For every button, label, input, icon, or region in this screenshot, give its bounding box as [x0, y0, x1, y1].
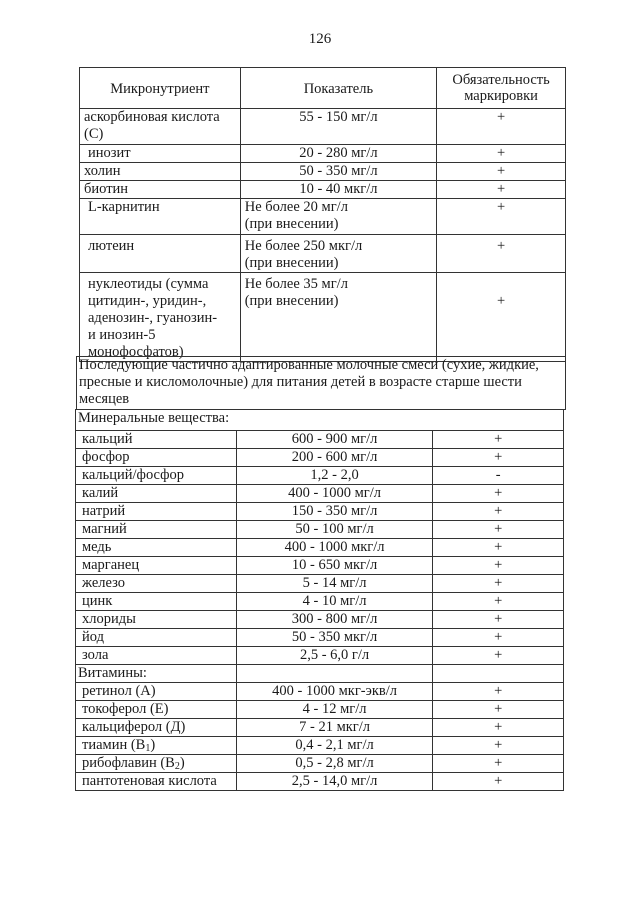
indicator-value: 5 - 14 мг/л	[236, 575, 433, 593]
micronutrient-name: холин	[80, 163, 241, 181]
section-heading-table	[76, 356, 566, 410]
micronutrient-name: железо	[76, 575, 237, 593]
table-row	[76, 521, 564, 539]
name-text: рибофлавин (В	[82, 755, 175, 771]
indicator-value: 300 - 800 мг/л	[236, 611, 433, 629]
table-row	[76, 773, 564, 791]
table-row	[76, 737, 564, 755]
name-subscript: 1	[145, 743, 151, 754]
labeling-mark: +	[433, 755, 564, 773]
indicator-value: 400 - 1000 мг/л	[236, 485, 433, 503]
table-row	[80, 163, 566, 181]
indicator-value: 200 - 600 мг/л	[236, 449, 433, 467]
indicator-value: 10 - 40 мкг/л	[240, 181, 436, 199]
micronutrient-name: зола	[76, 647, 237, 665]
table-row	[76, 575, 564, 593]
labeling-mark: +	[433, 719, 564, 737]
name-line: аденозин-, гуанозин-	[88, 310, 218, 326]
table-header-row	[80, 68, 566, 109]
labeling-mark: +	[433, 449, 564, 467]
name-line: монофосфатов)	[88, 344, 184, 360]
table-row	[80, 273, 566, 362]
labeling-mark: +	[437, 199, 566, 235]
micronutrient-name: лютеин	[80, 235, 241, 273]
labeling-mark: +	[437, 273, 566, 362]
indicator-value: 10 - 650 мкг/л	[236, 557, 433, 575]
table-row	[76, 539, 564, 557]
labeling-mark: +	[433, 485, 564, 503]
labeling-mark: +	[437, 181, 566, 199]
labeling-mark: +	[433, 575, 564, 593]
indicator-value-line1: Не более 250 мкг/л	[244, 238, 363, 254]
indicator-value: 50 - 350 мкг/л	[236, 629, 433, 647]
indicator-value: 150 - 350 мг/л	[236, 503, 433, 521]
table-row	[76, 683, 564, 701]
labeling-mark: +	[437, 163, 566, 181]
empty-cell	[236, 665, 433, 683]
micronutrient-name: пантотеновая кислота	[76, 773, 237, 791]
vitamins-rows	[76, 683, 564, 791]
indicator-value: 2,5 - 6,0 г/л	[236, 647, 433, 665]
indicator-value: 4 - 10 мг/л	[236, 593, 433, 611]
header-indicator: Показатель	[240, 68, 436, 109]
table-row	[76, 557, 564, 575]
indicator-value-line2: (при внесении)	[244, 293, 339, 309]
micronutrient-name: медь	[76, 539, 237, 557]
indicator-value: 4 - 12 мг/л	[236, 701, 433, 719]
section-heading-row	[77, 357, 566, 410]
micronutrient-name	[76, 737, 237, 755]
micronutrient-name: кальций/фосфор	[76, 467, 237, 485]
labeling-mark: +	[433, 647, 564, 665]
table-row	[80, 199, 566, 235]
labeling-mark: +	[433, 431, 564, 449]
labeling-mark: +	[433, 629, 564, 647]
vitamins-heading-row	[76, 665, 564, 683]
labeling-mark: +	[433, 557, 564, 575]
micronutrient-name: ретинол (А)	[76, 683, 237, 701]
indicator-value: 1,2 - 2,0	[236, 467, 433, 485]
indicator-value-line1: Не более 35 мг/л	[244, 276, 348, 292]
page-number: 126	[308, 31, 332, 47]
minerals-heading: Минеральные вещества:	[76, 410, 564, 431]
indicator-value: 50 - 100 мг/л	[236, 521, 433, 539]
indicator-value	[240, 273, 436, 362]
labeling-mark: +	[433, 737, 564, 755]
micronutrient-name: цинк	[76, 593, 237, 611]
name-line: и инозин-5	[88, 327, 156, 343]
table-row	[76, 593, 564, 611]
labeling-mark: +	[433, 503, 564, 521]
minerals-heading-row	[76, 410, 564, 431]
micronutrient-name: натрий	[76, 503, 237, 521]
indicator-value-line2: (при внесении)	[244, 255, 339, 271]
table-row	[76, 701, 564, 719]
indicator-value-line2: (при внесении)	[244, 216, 339, 232]
table-row	[76, 449, 564, 467]
name-line: цитидин-, уридин-,	[88, 293, 207, 309]
vitamins-heading: Витамины:	[76, 665, 237, 683]
table-row	[80, 109, 566, 145]
labeling-mark: +	[437, 109, 566, 145]
labeling-mark: +	[433, 539, 564, 557]
table-row	[80, 235, 566, 273]
name-text-end: )	[150, 737, 156, 753]
indicator-value: 600 - 900 мг/л	[236, 431, 433, 449]
micronutrient-name: L-карнитин	[80, 199, 241, 235]
micronutrient-name: аскорбиновая кислота (С)	[80, 109, 241, 145]
indicator-value: 50 - 350 мг/л	[240, 163, 436, 181]
table-row	[76, 755, 564, 773]
labeling-mark: +	[433, 521, 564, 539]
micronutrient-name: кальций	[76, 431, 237, 449]
indicator-value	[240, 235, 436, 273]
table-row	[76, 503, 564, 521]
empty-cell	[433, 665, 564, 683]
table-row	[76, 611, 564, 629]
labeling-mark: +	[433, 773, 564, 791]
micronutrient-name: калий	[76, 485, 237, 503]
table-row	[80, 145, 566, 163]
labeling-mark: +	[437, 235, 566, 273]
name-line: нуклеотиды (сумма	[88, 276, 209, 292]
micronutrient-name: йод	[76, 629, 237, 647]
labeling-mark: +	[433, 701, 564, 719]
indicator-value: 7 - 21 мкг/л	[236, 719, 433, 737]
table-row	[80, 181, 566, 199]
table-row	[76, 647, 564, 665]
section-heading: Последующие частично адаптированные молочные смеси (сухие, жидкие, пресные и кисломолочные) для питания детей в возрасте старше шести месяцев	[77, 357, 566, 410]
name-subscript: 2	[174, 761, 180, 772]
table-row	[76, 629, 564, 647]
indicator-value: 20 - 280 мг/л	[240, 145, 436, 163]
table-row	[76, 719, 564, 737]
name-text: тиамин (В	[82, 737, 146, 753]
table-row	[76, 467, 564, 485]
table-row	[76, 431, 564, 449]
indicator-value-line1: Не более 20 мг/л	[244, 199, 348, 215]
minerals-rows	[76, 431, 564, 665]
name-text-end: )	[179, 755, 185, 771]
micronutrient-name: биотин	[80, 181, 241, 199]
indicator-value: 55 - 150 мг/л	[240, 109, 436, 145]
micronutrient-name: кальциферол (Д)	[76, 719, 237, 737]
micronutrient-table-upper	[79, 67, 566, 362]
micronutrient-name: хлориды	[76, 611, 237, 629]
header-micronutrient: Микронутриент	[80, 68, 241, 109]
indicator-value: 400 - 1000 мкг/л	[236, 539, 433, 557]
micronutrient-name: токоферол (Е)	[76, 701, 237, 719]
micronutrient-name: марганец	[76, 557, 237, 575]
indicator-value: 0,5 - 2,8 мг/л	[236, 755, 433, 773]
labeling-mark: -	[433, 467, 564, 485]
labeling-mark: +	[433, 683, 564, 701]
header-labeling-required: Обязательность маркировки	[437, 68, 566, 109]
micronutrient-name: фосфор	[76, 449, 237, 467]
labeling-mark: +	[437, 145, 566, 163]
labeling-mark: +	[433, 611, 564, 629]
indicator-value: 0,4 - 2,1 мг/л	[236, 737, 433, 755]
micronutrient-name: инозит	[80, 145, 241, 163]
indicator-value: 400 - 1000 мкг-экв/л	[236, 683, 433, 701]
micronutrient-table-lower	[75, 409, 564, 791]
indicator-value	[240, 199, 436, 235]
labeling-mark: +	[433, 593, 564, 611]
indicator-value: 2,5 - 14,0 мг/л	[236, 773, 433, 791]
micronutrient-name: магний	[76, 521, 237, 539]
micronutrient-name	[80, 273, 241, 362]
table-row	[76, 485, 564, 503]
micronutrient-name	[76, 755, 237, 773]
